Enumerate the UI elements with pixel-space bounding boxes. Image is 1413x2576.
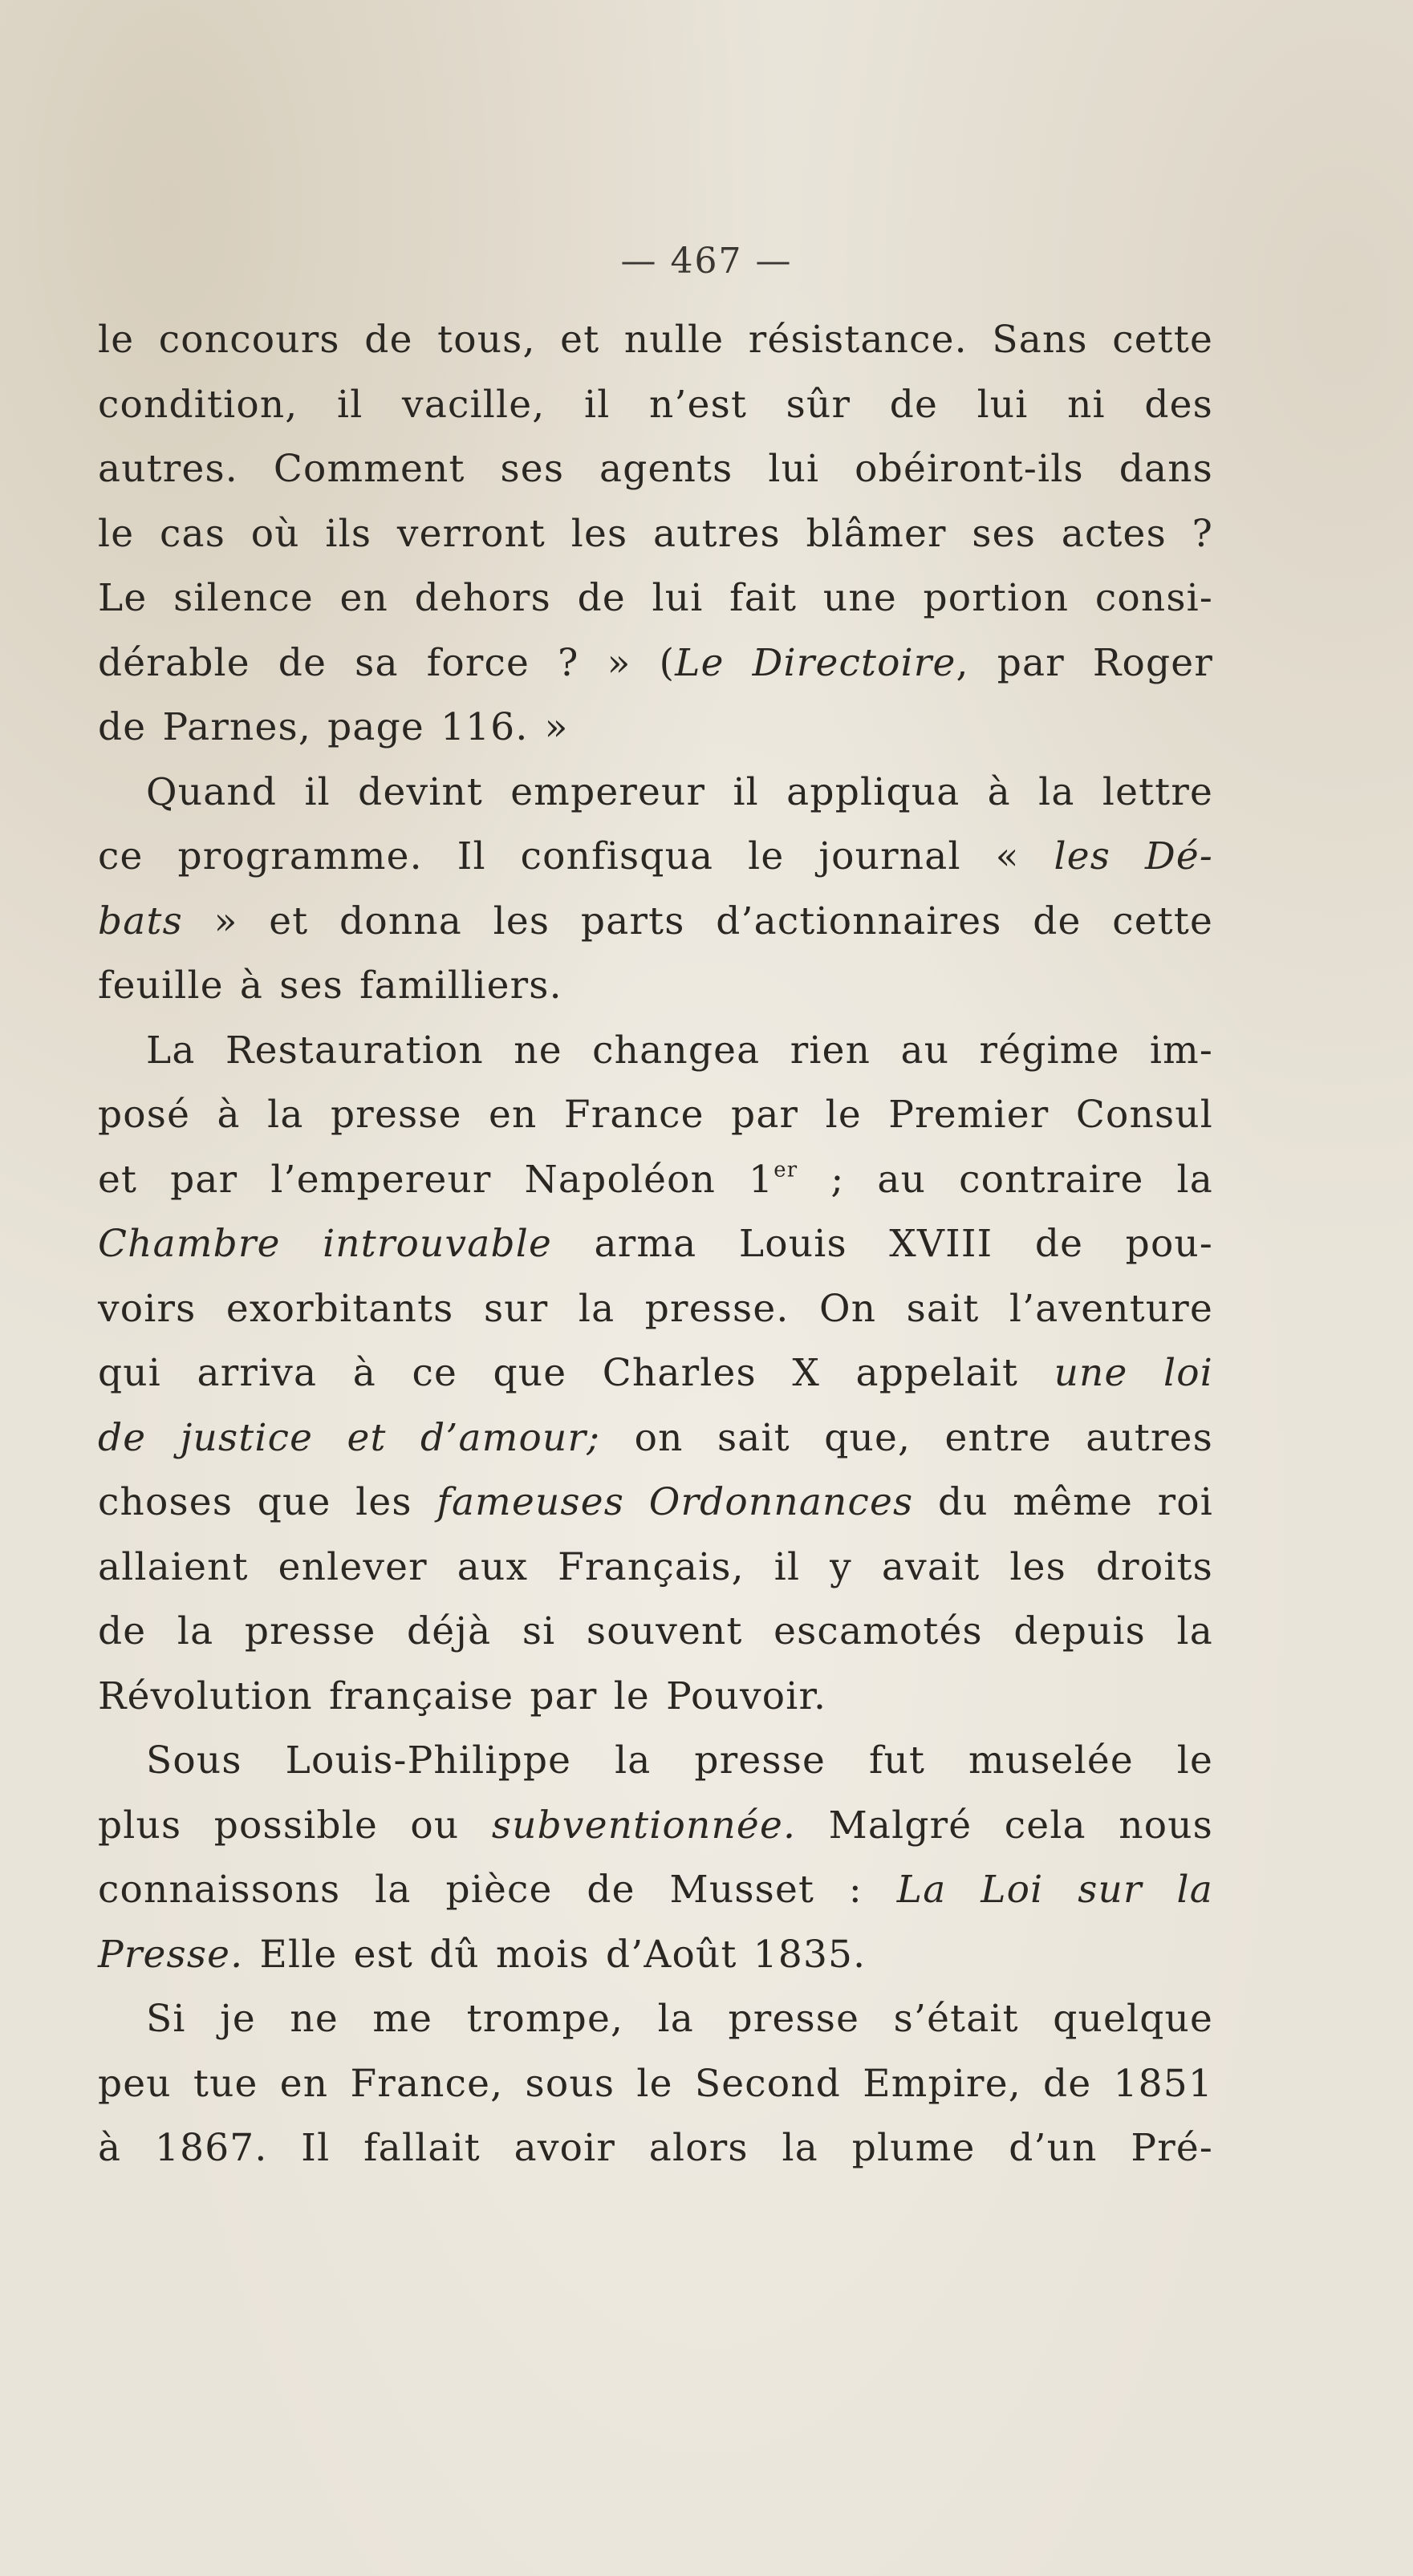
text-line: condition, il vacille, il n’est sûr de lui ni des [98,382,1213,427]
text-line: ce programme. Il confisqua le journal « les Dé- [98,834,1213,878]
text-line: choses que les fameuses Ordonnances du même roi [98,1480,1213,1524]
text-line: allaient enlever aux Français, il y avait les droits [98,1544,1213,1589]
text-line: La Restauration ne changea rien au régime im- [146,1028,1213,1073]
text-line: plus possible ou subventionnée. Malgré cela nous [98,1803,1213,1848]
italic-title: Le Directoire [675,640,956,685]
text-line: dérable de sa force ? » (Le Directoire, par Roger [98,640,1213,685]
text-line: peu tue en France, sous le Second Empire, de 1851 [98,2061,1213,2106]
superscript: er [773,1158,798,1183]
text-line: le concours de tous, et nulle résistance. Sans cette [98,318,1213,362]
italic-title: La Loi sur la [896,1868,1213,1912]
italic-title: les Dé- [1054,834,1213,878]
text-line: de Parnes, page 116. » [98,705,569,749]
text-line: posé à la presse en France par le Premier Consul [98,1093,1213,1137]
italic-title: Chambre introuvable [98,1222,553,1266]
text-line: qui arriva à ce que Charles X appelait une loi [98,1351,1213,1395]
text-line: Chambre introuvable arma Louis XVIII de pou- [98,1222,1213,1266]
text-line: voirs exorbitants sur la presse. On sait l’aventure [98,1286,1213,1331]
text-line: Si je ne me trompe, la presse s’était quelque [146,1997,1213,2041]
page-number: — 467 — [620,241,793,282]
text-line: Le silence en dehors de lui fait une portion consi- [98,576,1213,620]
text-line: à 1867. Il fallait avoir alors la plume d’un Pré- [98,2126,1213,2170]
text-line: Presse. Elle est dû mois d’Août 1835. [98,1932,867,1977]
italic-phrase: de justice et d’amour; [98,1415,601,1460]
text-line: Quand il devint empereur il appliqua à la lettre [146,769,1213,814]
italic-phrase: fameuses Ordonnances [436,1480,914,1524]
italic-phrase: une loi [1054,1351,1213,1395]
text-line: Révolution française par le Pouvoir. [98,1673,827,1718]
text-line: le cas où ils verront les autres blâmer ses actes ? [98,511,1213,556]
text-line: et par l’empereur Napoléon 1er ; au contraire la [98,1157,1213,1202]
italic-phrase: subventionnée. [491,1803,797,1848]
text-line: autres. Comment ses agents lui obéiront-ils dans [98,447,1213,491]
italic-title: Presse. [98,1932,244,1977]
text-line: bats » et donna les parts d’actionnaires de cette [98,899,1213,943]
text-line: de justice et d’amour; on sait que, entre autres [98,1415,1213,1460]
text-line: Sous Louis-Philippe la presse fut muselée le [146,1738,1213,1783]
text-line: connaissons la pièce de Musset : La Loi sur la [98,1868,1213,1912]
italic-title: bats [98,899,183,943]
text-line: feuille à ses familliers. [98,963,562,1008]
text-line: de la presse déjà si souvent escamotés depuis la [98,1609,1213,1653]
body-text [98,308,1213,2181]
